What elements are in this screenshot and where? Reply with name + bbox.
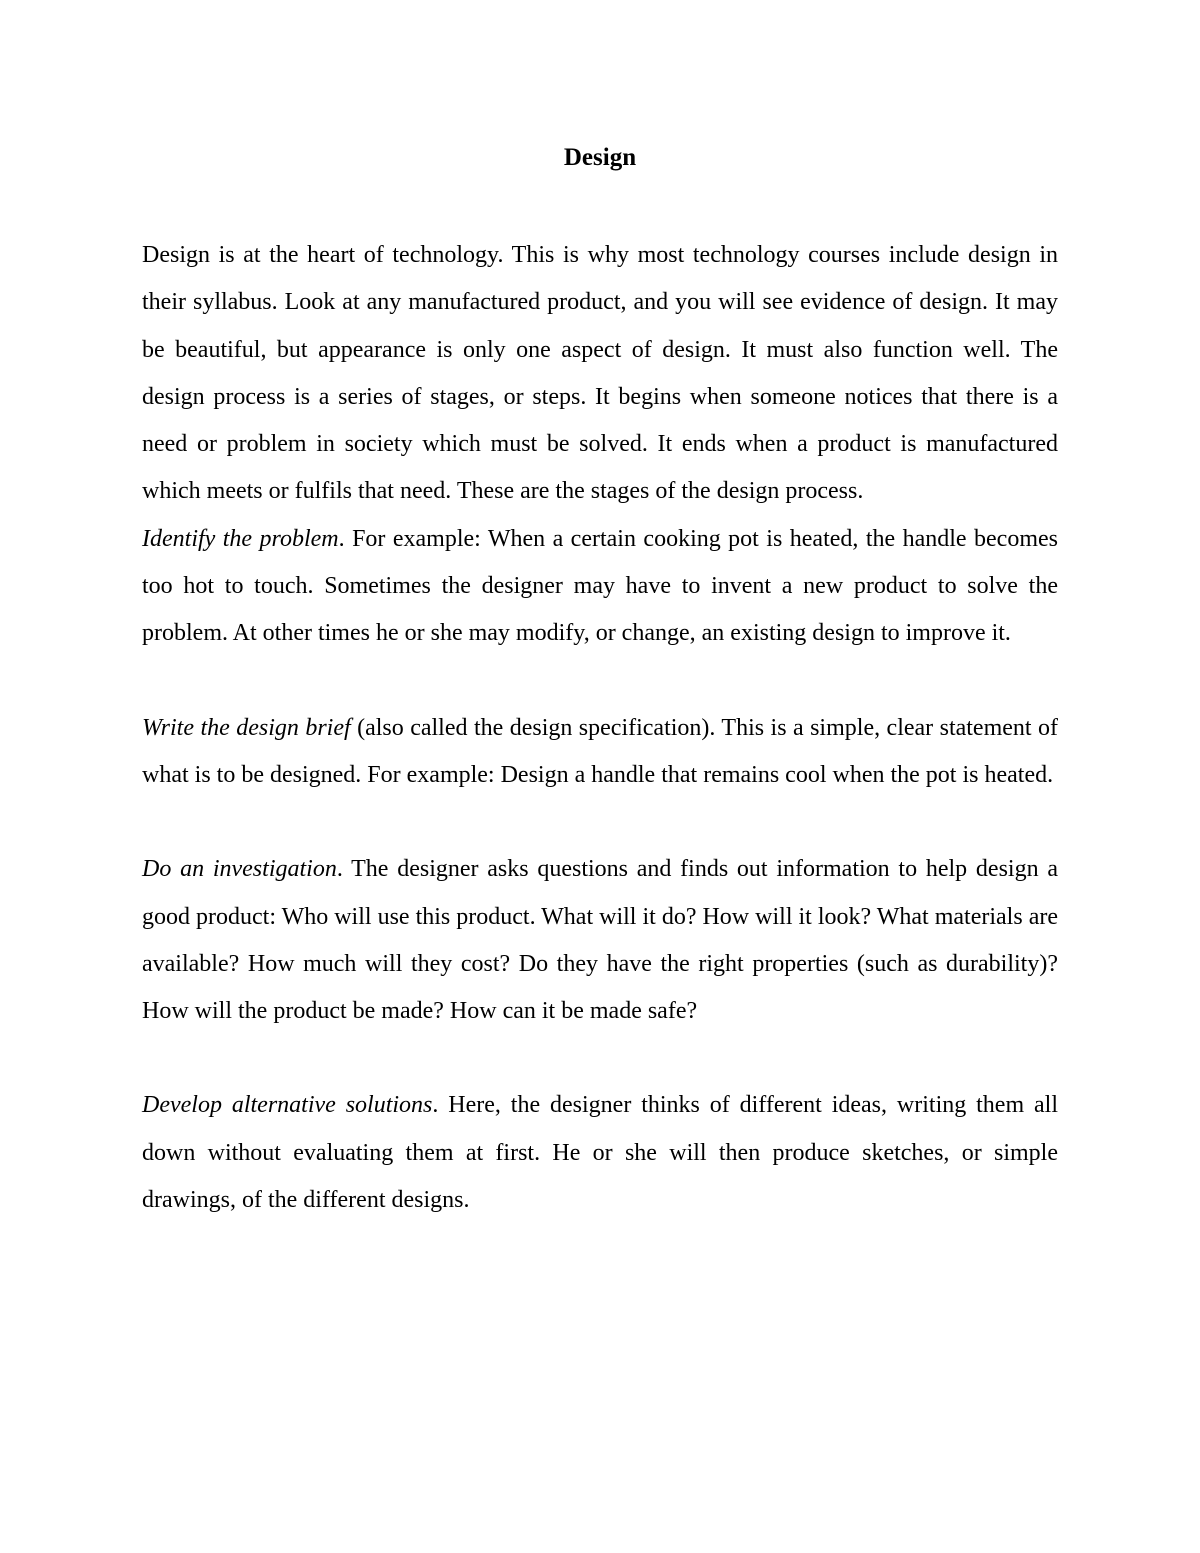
stage-heading: Identify the problem [142,525,339,552]
stage-paragraph-identify [142,516,1058,658]
stage-paragraph-investigation [142,846,1058,1035]
document-body [142,232,1058,1224]
stage-heading: Develop alternative solutions [142,1092,433,1119]
stage-paragraph-alternatives [142,1082,1058,1224]
stage-heading: Do an investigation [142,856,337,883]
page-title: Design [563,144,637,171]
stage-text: . The designer asks questions and finds out information to help design a good product: Who will use this product. What will it do? How will it look? What materials are available? How much will they cost? Do they have the right properties (such as durability)? How will the product be made? How can it be made safe? [142,856,1058,1025]
stage-text: (also called the design specification). This is a simple, clear statement of what is to be designed. For example: Design a handle that remains cool when the pot is heated. [142,714,1059,788]
intro-paragraph: Design is at the heart of technology. This is why most technology courses include design in their syllabus. Look at any manufactured product, and you will see evidence of design. It may be beautiful, but appearance is only one aspect of design. It must also function well. The design process is a series of stages, or steps. It begins when someone notices that there is a need or problem in society which must be solved. It ends when a product is manufactured which meets or fulfils that need. These are the stages of the design process. [142,242,1058,505]
stage-text: . Here, the designer thinks of different ideas, writing them all down without evaluating them at first. He or she will then produce sketches, or simple drawings, of the different designs. [142,1092,1058,1214]
stage-heading: Write the design brief [142,714,351,741]
stage-paragraph-brief [142,705,1058,800]
stage-text: . For example: When a certain cooking pot is heated, the handle becomes too hot to touch. Sometimes the designer may have to invent a new product to solve the problem. At other times he or she may modify, or change, an existing design to improve it. [142,525,1058,647]
